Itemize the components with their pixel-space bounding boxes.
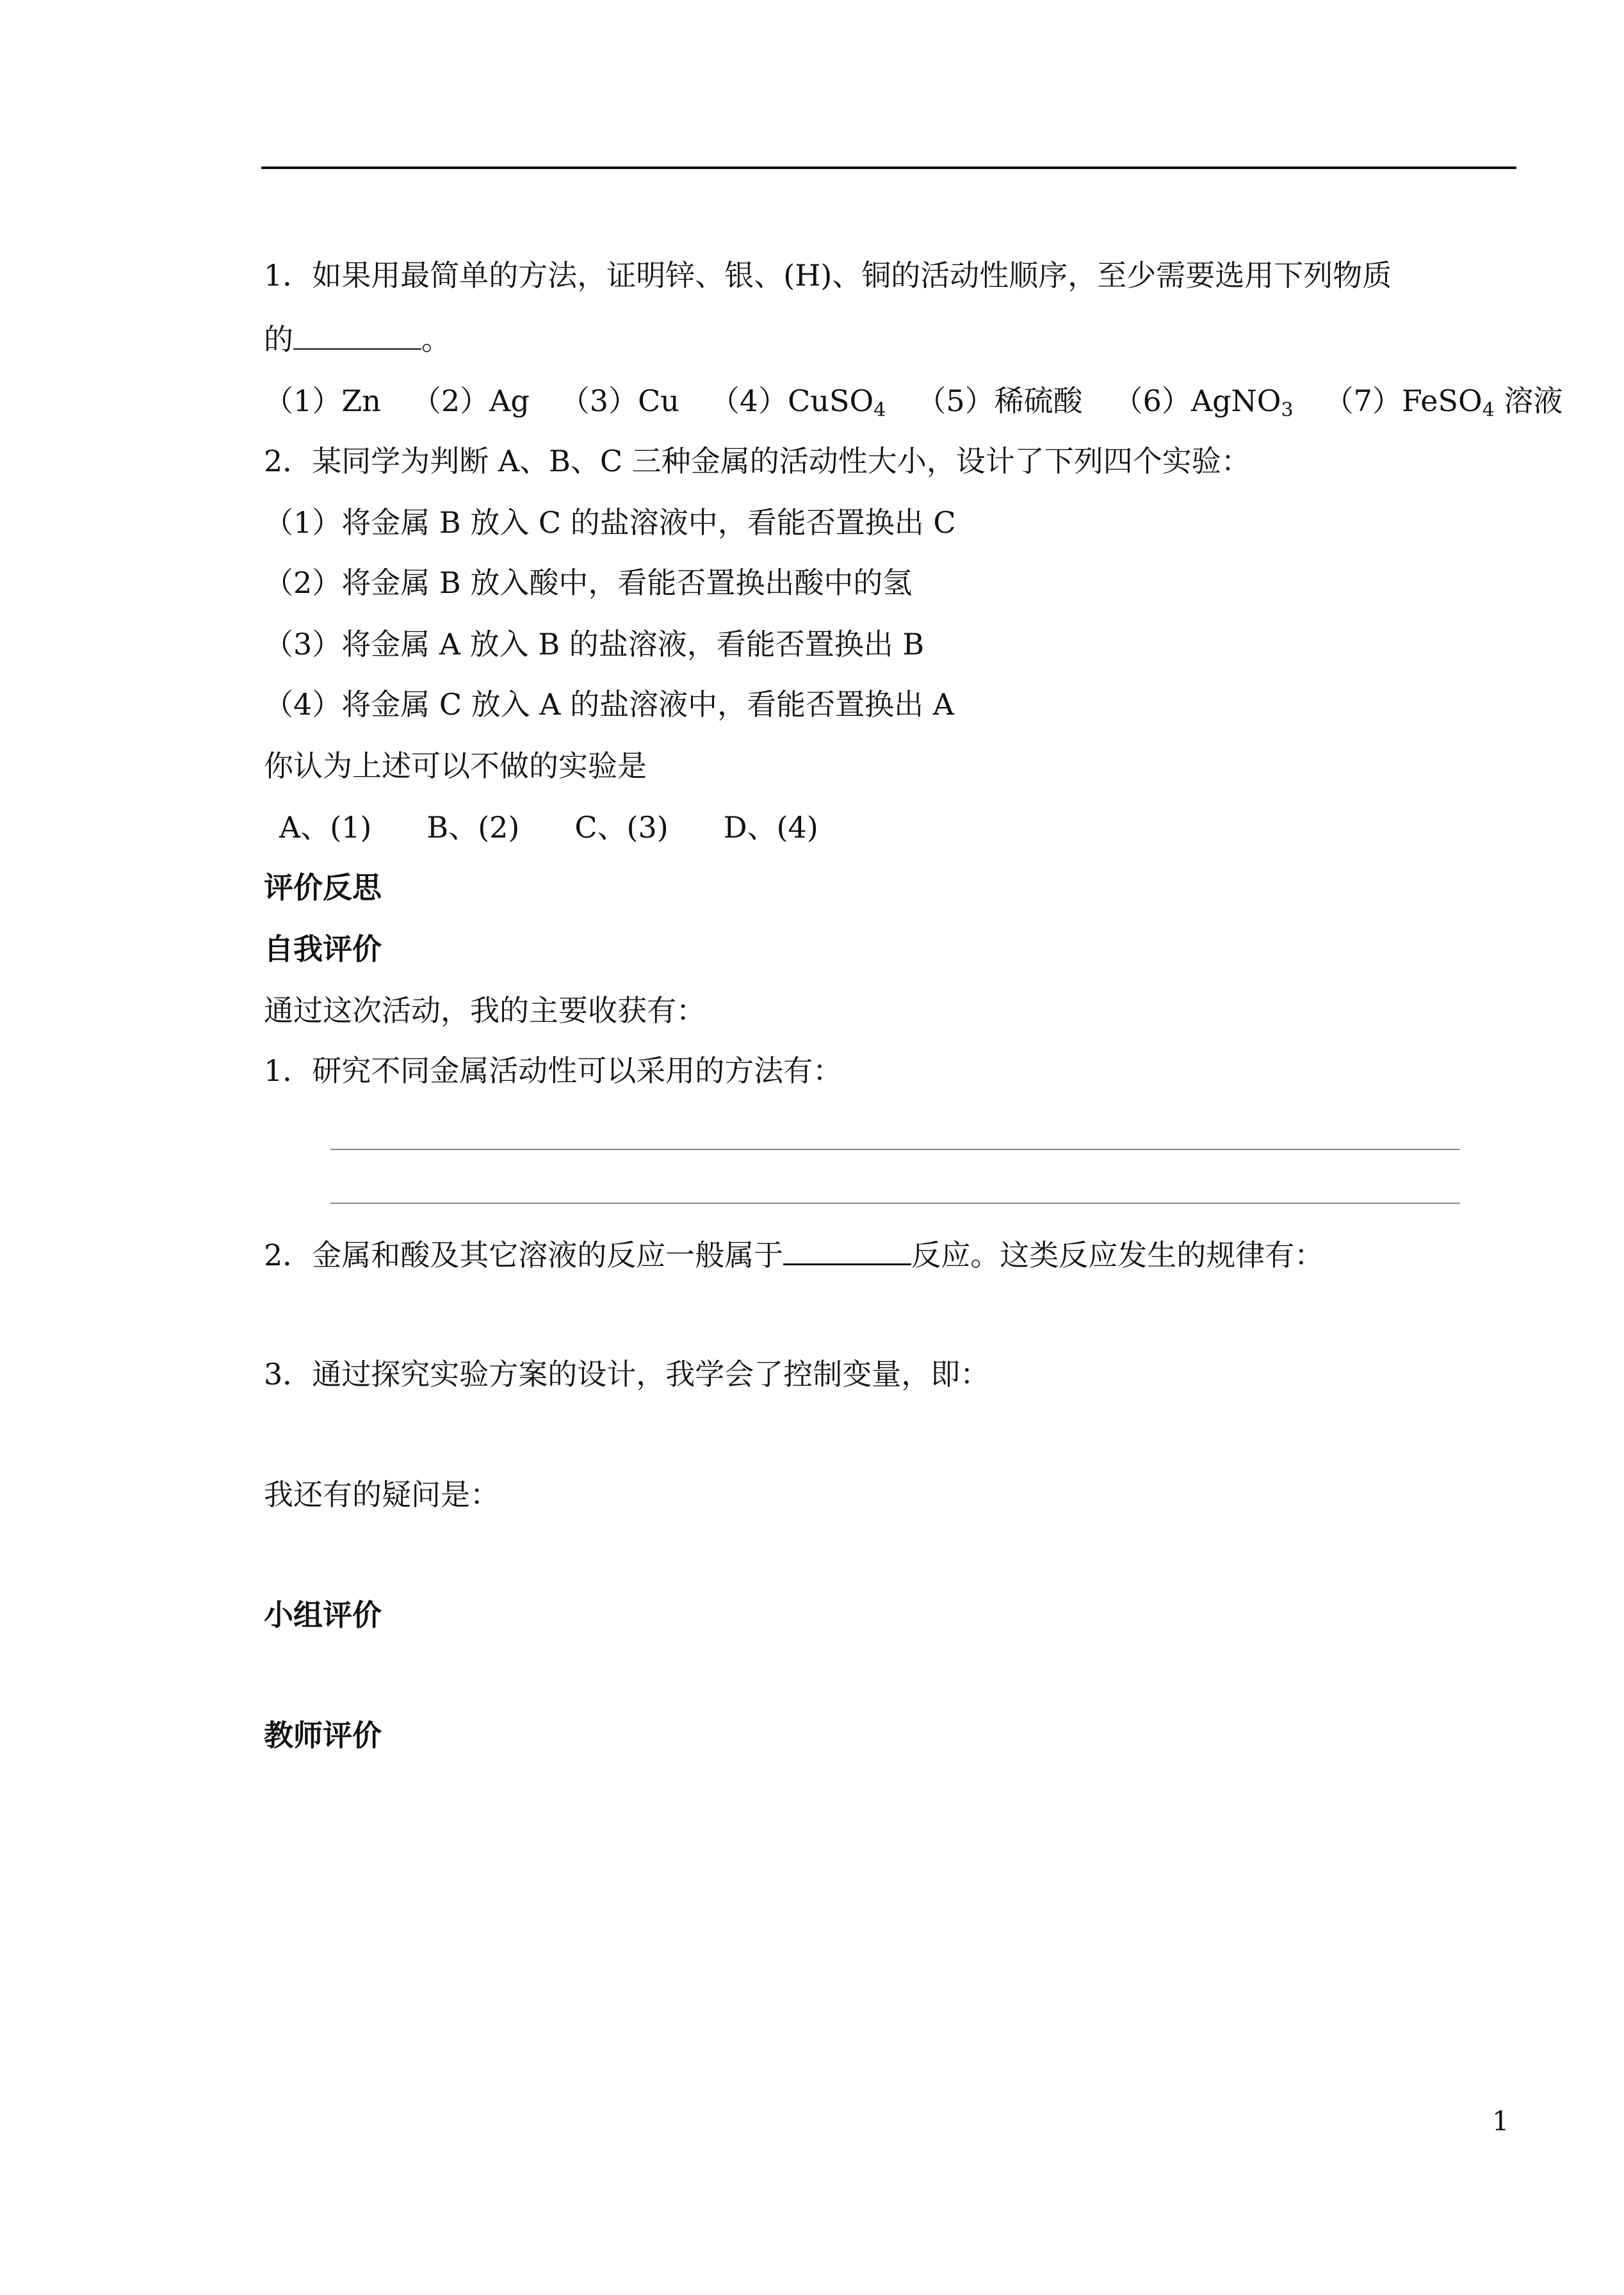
q1-option-6: （6）AgNO$_3$ bbox=[1113, 384, 1294, 421]
q1-option-3: （3）Cu bbox=[560, 384, 679, 418]
reaction-type-blank[interactable] bbox=[783, 1238, 911, 1265]
q2-choice-b[interactable]: B、(2) bbox=[426, 810, 520, 845]
q1-option-1: （1）Zn bbox=[264, 384, 381, 418]
group-evaluation-heading: 小组评价 bbox=[264, 1598, 382, 1632]
q2-choice-a[interactable]: A、(1) bbox=[279, 810, 372, 845]
answer-line-1[interactable] bbox=[330, 1149, 1460, 1150]
q1-option-5: （5）稀硫酸 bbox=[916, 384, 1083, 418]
q2-experiment-1: （1）将金属 B 放入 C 的盐溶液中，看能否置换出 C bbox=[264, 505, 956, 540]
q1-options bbox=[264, 382, 1563, 420]
gain-item-2: 2．金属和酸及其它溶液的反应一般属于 反应。这类反应发生的规律有： bbox=[264, 1238, 1324, 1272]
q2-experiment-3: （3）将金属 A 放入 B 的盐溶液，看能否置换出 B bbox=[264, 627, 925, 661]
q2-experiment-4: （4）将金属 C 放入 A 的盐溶液中，看能否置换出 A bbox=[264, 687, 955, 722]
q1-answer-blank[interactable] bbox=[293, 323, 421, 350]
q2-question: 你认为上述可以不做的实验是 bbox=[264, 749, 647, 783]
q1-option-7: （7）FeSO$_4$ 溶液 bbox=[1324, 384, 1563, 421]
header-rule bbox=[261, 166, 1516, 169]
reflection-heading: 评价反思 bbox=[264, 870, 382, 905]
q1-line2-suffix: 。 bbox=[421, 322, 451, 357]
q1-line2-prefix: 的 bbox=[264, 322, 293, 357]
q2-stem: 2．某同学为判断 A、B、C 三种金属的活动性大小，设计了下列四个实验： bbox=[264, 444, 1251, 478]
remaining-question: 我还有的疑问是： bbox=[264, 1477, 499, 1512]
self-evaluation-heading: 自我评价 bbox=[264, 932, 382, 966]
q2-experiment-2: （2）将金属 B 放入酸中，看能否置换出酸中的氢 bbox=[264, 565, 913, 600]
q2-choice-d[interactable]: D、(4) bbox=[723, 810, 818, 845]
q1-option-4: （4）CuSO$_4$ bbox=[710, 384, 886, 421]
q1-option-2: （2）Ag bbox=[411, 384, 530, 418]
q2-choice-c[interactable]: C、(3) bbox=[574, 810, 669, 845]
q2-choices bbox=[279, 808, 849, 847]
gains-intro: 通过这次活动，我的主要收获有： bbox=[264, 993, 706, 1028]
page-number: 1 bbox=[1492, 2105, 1509, 2137]
gain-item-3: 3．通过探究实验方案的设计，我学会了控制变量，即： bbox=[264, 1357, 990, 1391]
q1-line2 bbox=[264, 320, 451, 359]
q1-line1: 1．如果用最简单的方法，证明锌、银、(H)、铜的活动性顺序，至少需要选用下列物质 bbox=[264, 258, 1392, 293]
teacher-evaluation-heading: 教师评价 bbox=[264, 1718, 382, 1753]
gain-item-1: 1．研究不同金属活动性可以采用的方法有： bbox=[264, 1053, 843, 1088]
answer-line-2[interactable] bbox=[330, 1203, 1460, 1204]
